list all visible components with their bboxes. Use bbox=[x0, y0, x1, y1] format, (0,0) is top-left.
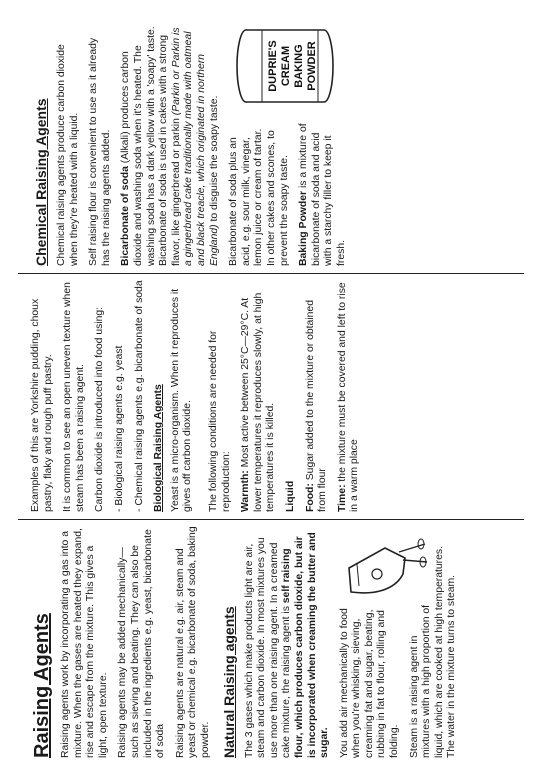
self-raising-text: self raising flour, which produces carbon dioxide, but air is incorporated when creaming the butter and sugar. bbox=[281, 532, 331, 758]
can-line-4: POWDER bbox=[306, 41, 319, 91]
chemical-bullet: - Chemical raising agents e.g. bicarbonate of soda bbox=[133, 280, 145, 512]
intro-paragraph: Raising agents work by incorporating a gas into a mixture. When the gases are heated they expand, rise and escape from the mixture. This gives a light, open texture. bbox=[60, 528, 109, 758]
conditions-paragraph: The following conditions are needed for reproduction: bbox=[207, 330, 232, 512]
food-text: Sugar added to the mixture or obtained from flour bbox=[304, 300, 329, 512]
can-line-3: BAKING bbox=[293, 44, 306, 88]
food-label: Food: bbox=[304, 480, 316, 512]
warmth-label: Warmth: bbox=[240, 467, 252, 512]
baking-powder-text: is a mixture of bicarbonate of soda and acid with a starchy filler to keep it fresh. bbox=[298, 123, 347, 266]
yeast-paragraph: Yeast is a micro-organism. When it reproduces it gives off carbon dioxide. bbox=[169, 288, 194, 512]
self-raising-paragraph: Self raising flour is convenient to use as it already has the raising agents added. bbox=[88, 37, 112, 266]
steam-paragraph: Steam is a raising agent in mixtures with a high proportion of liquid, which are cooked at high temperatures. The water in the mixture turns to steam. bbox=[408, 546, 458, 758]
baking-powder-label: Baking Powder bbox=[298, 190, 310, 266]
biological-bullet: - Biological raising agents e.g. yeast bbox=[113, 345, 125, 512]
bicarb-label: Bicarbonate of soda bbox=[120, 166, 132, 266]
baking-powder-can-illustration bbox=[232, 22, 336, 110]
column-3 bbox=[30, 22, 522, 266]
types-paragraph: Raising agents are natural e.g. air, steam and yeast or chemical e.g. bicarbonate of soda, baking powder. bbox=[174, 526, 211, 758]
mechanical-paragraph: Raising agents may be added mechanically—such as sieving and beating. They can also be included in the ingredients e.g. yeast, bicarbonate of soda bbox=[117, 529, 167, 758]
bicarb-text: (Alkali) produces carbon dioxide and washing soda when it's heated. The washing soda has a dark yellow with a 'soapy' taste. Bicarbonate of soda is used in cakes with a strong flavor, like gingerbread or parkin bbox=[120, 26, 182, 266]
gases-text: The 3 gases which make products light are air, steam and carbon dioxide. In most mixtures you use more than one raising agent. In a creamed cake mixture, the raising agent is bbox=[243, 537, 293, 758]
liquid-label: Liquid bbox=[284, 480, 296, 512]
can-line-1: DUPRIE'S bbox=[267, 40, 280, 92]
time-paragraph bbox=[337, 280, 362, 512]
can-line-2: CREAM bbox=[280, 45, 293, 87]
warmth-paragraph bbox=[240, 280, 278, 512]
warmth-text: Most active between 25°C—29°C. At lower temperatures it reproduces slowly, at high temperatures it is killed. bbox=[240, 292, 277, 512]
chemical-heading: Chemical Raising Agents bbox=[33, 98, 49, 266]
co2-paragraph: Carbon dioxide is introduced into food using: bbox=[94, 306, 106, 512]
page-title: Raising Agents bbox=[31, 613, 53, 758]
column-2 bbox=[30, 280, 522, 512]
column-divider-2 bbox=[18, 273, 524, 274]
column-1 bbox=[30, 526, 522, 758]
time-label: Time: bbox=[336, 481, 348, 512]
bicarb-paragraph bbox=[120, 22, 221, 266]
gases-paragraph bbox=[244, 526, 332, 758]
texture-paragraph: It is common to see an open uneven texture when steam has been a raising agent. bbox=[62, 282, 86, 512]
air-paragraph: You add air mechanically to food when you're whisking, sieving, creaming fat and sugar, beating, rubbing in fat to flour, rolling and folding. bbox=[338, 608, 401, 758]
food-paragraph bbox=[305, 280, 330, 512]
bicarb-end: to disguise the soapy taste. bbox=[208, 95, 220, 225]
hand-mixer-illustration bbox=[341, 526, 429, 598]
time-text: the mixture must be covered and left to rise in a warm place bbox=[336, 282, 361, 512]
biological-heading: Biological Raising Agents bbox=[153, 384, 165, 512]
natural-heading: Natural Raising agents bbox=[220, 606, 237, 758]
examples-paragraph: Examples of this are Yorkshire pudding, choux pastry, flaky and rough puff pastry. bbox=[30, 298, 54, 512]
parkin-note: (Parkin or Parkin is a gingerbread cake traditionally made with oatmeal and black treacle, which originated in northern England) bbox=[170, 27, 220, 266]
chemical-intro: Chemical raising agents produce carbon dioxide when they're heated with a liquid. bbox=[56, 44, 80, 266]
acid-paragraph: Bicarbonate of soda plus an acid, e.g. sour milk, vinegar, lemon juice or cream of tartar. In other cakes and scones, to prevent the soapy taste. bbox=[228, 128, 290, 266]
column-divider-1 bbox=[18, 519, 524, 520]
